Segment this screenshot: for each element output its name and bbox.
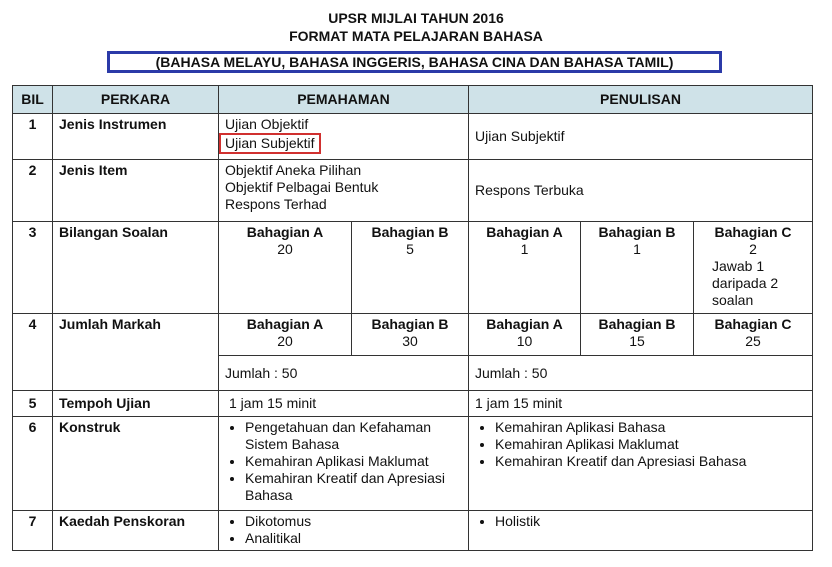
pemahaman-cell: [219, 511, 469, 551]
list-item: • Holistik: [495, 513, 806, 530]
penulisan-cell: Respons Terbuka: [469, 160, 813, 222]
section-value: 20: [277, 333, 293, 349]
row-label: Jumlah Markah: [53, 314, 219, 391]
pemahaman-line: Ujian Objektif: [225, 116, 309, 132]
section-label: Bahagian A: [246, 316, 324, 332]
row-label: Jenis Instrumen: [53, 114, 219, 160]
header-penulisan: PENULISAN: [469, 86, 813, 114]
section-note: soalan: [712, 292, 754, 308]
section-label: Bahagian B: [371, 316, 449, 332]
penulisan-bahagian-b: [581, 314, 694, 356]
row-number: 5: [13, 391, 53, 417]
pemahaman-bahagian-a: [219, 314, 352, 356]
row-label: Tempoh Ujian: [53, 391, 219, 417]
document-title: UPSR MIJLAI TAHUN 2016: [328, 10, 504, 26]
list-item: • Dikotomus: [245, 513, 462, 530]
penulisan-bahagian-c: [694, 314, 813, 356]
header-pemahaman: PEMAHAMAN: [219, 86, 469, 114]
pemahaman-total: Jumlah : 50: [219, 356, 469, 391]
section-label: Bahagian A: [486, 224, 563, 240]
pemahaman-bahagian-b: [352, 314, 469, 356]
bullet-list: [475, 513, 806, 530]
list-item: • Analitikal: [245, 530, 462, 547]
penulisan-bahagian-c: [694, 222, 813, 314]
table-row: [13, 314, 813, 356]
penulisan-bahagian-a: [469, 314, 581, 356]
pemahaman-cell: [219, 417, 469, 511]
document-subtitle: FORMAT MATA PELAJARAN BAHASA: [289, 28, 543, 44]
row-number: 7: [13, 511, 53, 551]
bullet-list: [225, 513, 462, 547]
pemahaman-bahagian-a: [219, 222, 352, 314]
row-label: Jenis Item: [53, 160, 219, 222]
section-value: 30: [402, 333, 418, 349]
table-row: [13, 160, 813, 222]
section-label: Bahagian C: [714, 224, 792, 240]
section-note: Jawab 1: [712, 258, 765, 274]
penulisan-cell: Ujian Subjektif: [469, 114, 813, 160]
section-label: Bahagian C: [714, 316, 792, 332]
row-number: 2: [13, 160, 53, 222]
list-item: • Kemahiran Aplikasi Bahasa: [495, 419, 806, 436]
table-row: [13, 114, 813, 160]
row-number: 1: [13, 114, 53, 160]
list-item: • Kemahiran Kreatif dan Apresiasi Bahasa: [245, 470, 462, 504]
highlighted-text: Ujian Subjektif: [219, 133, 321, 154]
table-row: [13, 417, 813, 511]
table-row: [13, 391, 813, 417]
penulisan-cell: 1 jam 15 minit: [469, 391, 813, 417]
pemahaman-line: Objektif Pelbagai Bentuk: [225, 179, 379, 195]
section-label: Bahagian A: [246, 224, 324, 240]
section-label: Bahagian B: [598, 316, 676, 332]
row-label: Konstruk: [53, 417, 219, 511]
row-number: 3: [13, 222, 53, 314]
penulisan-bahagian-a: [469, 222, 581, 314]
list-item: • Pengetahuan dan Kefahaman Sistem Bahasa: [245, 419, 462, 453]
pemahaman-line: Respons Terhad: [225, 196, 327, 212]
penulisan-cell: [469, 511, 813, 551]
section-note: daripada 2: [712, 275, 779, 291]
section-label: Bahagian B: [371, 224, 449, 240]
pemahaman-cell: [219, 114, 469, 160]
header-perkara: PERKARA: [53, 86, 219, 114]
section-label: Bahagian B: [598, 224, 676, 240]
section-value: 15: [629, 333, 645, 349]
bullet-list: [475, 419, 806, 470]
pemahaman-cell: [219, 160, 469, 222]
section-value: 25: [745, 333, 761, 349]
section-value: 20: [277, 241, 293, 257]
section-value: 1: [633, 241, 641, 257]
list-item: • Kemahiran Aplikasi Maklumat: [245, 453, 462, 470]
pemahaman-line: Objektif Aneka Pilihan: [225, 162, 362, 178]
section-value: 1: [520, 241, 529, 257]
header-bil: BIL: [13, 86, 53, 114]
section-value: 5: [406, 241, 414, 257]
table-row: [13, 222, 813, 314]
bullet-list: [225, 419, 462, 504]
row-label: Bilangan Soalan: [53, 222, 219, 314]
penulisan-bahagian-b: [581, 222, 694, 314]
section-value: 10: [516, 333, 533, 349]
table-row: [13, 511, 813, 551]
section-value: 2: [749, 241, 757, 257]
list-item: • Kemahiran Kreatif dan Apresiasi Bahasa: [495, 453, 806, 470]
row-label: Kaedah Penskoran: [53, 511, 219, 551]
pemahaman-cell: 1 jam 15 minit: [219, 391, 469, 417]
table-header-row: [13, 86, 813, 114]
row-number: 4: [13, 314, 53, 391]
section-label: Bahagian A: [486, 316, 563, 332]
penulisan-total: Jumlah : 50: [469, 356, 813, 391]
pemahaman-bahagian-b: [352, 222, 469, 314]
format-table: [12, 85, 813, 551]
languages-box: (BAHASA MELAYU, BAHASA INGGERIS, BAHASA CINA DAN BAHASA TAMIL): [107, 51, 722, 73]
penulisan-cell: [469, 417, 813, 511]
list-item: • Kemahiran Aplikasi Maklumat: [495, 436, 806, 453]
row-number: 6: [13, 417, 53, 511]
